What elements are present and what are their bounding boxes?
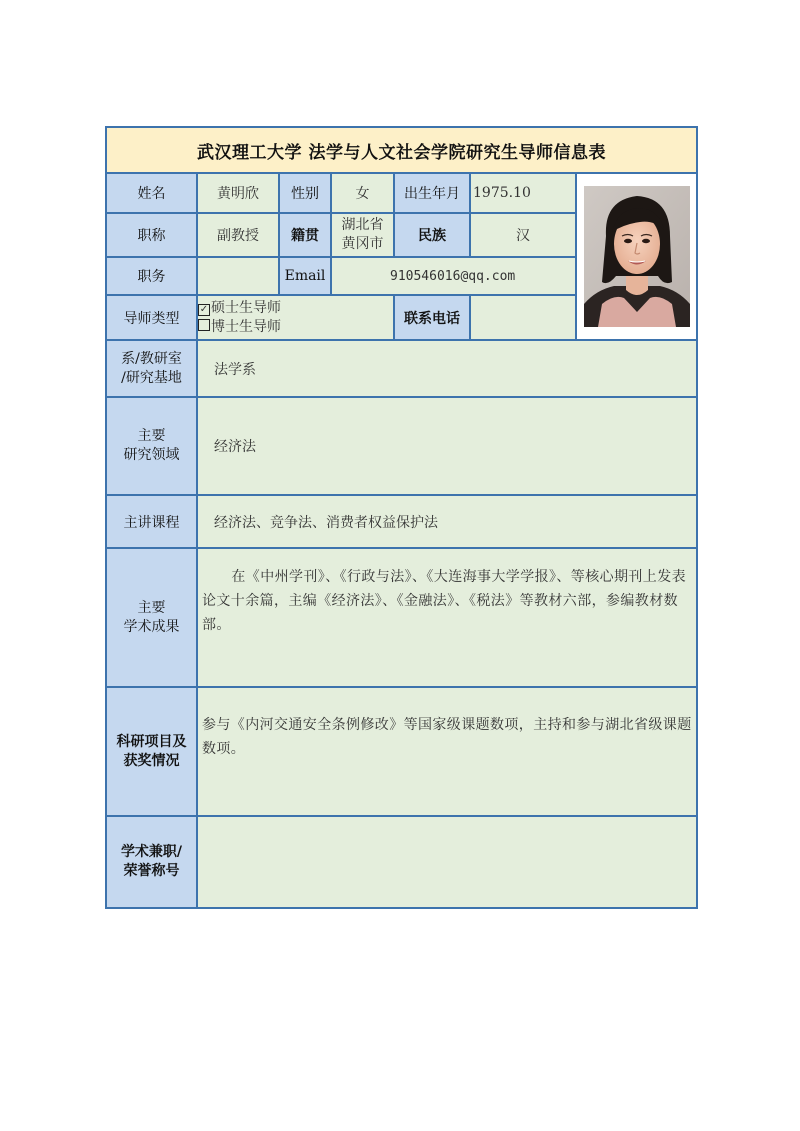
research-value: 经济法 [197, 397, 697, 495]
origin-label: 籍贯 [279, 213, 331, 257]
checkbox-empty-icon[interactable] [198, 319, 210, 331]
birth-value: 1975.10 [470, 173, 576, 213]
info-table [105, 126, 698, 909]
portrait-cell [576, 173, 697, 340]
page-title: 武汉理工大学 法学与人文社会学院研究生导师信息表 [106, 127, 697, 173]
email-value: 910546016@qq.com [331, 257, 576, 295]
courses-label: 主讲课程 [106, 495, 197, 548]
option-doctor-label: 博士生导师 [211, 318, 281, 335]
gender-label: 性别 [279, 173, 331, 213]
research-label [106, 397, 197, 495]
department-label-line-2: /研究基地 [121, 369, 182, 386]
ethnicity-label: 民族 [394, 213, 470, 257]
phone-label: 联系电话 [394, 295, 470, 340]
achievements-label-line-2: 学术成果 [123, 618, 180, 635]
projects-label [106, 687, 197, 816]
position-label: 职务 [106, 257, 197, 295]
name-value: 黄明欣 [197, 173, 279, 213]
supervisor-type-options [197, 295, 394, 340]
email-label: Email [279, 257, 331, 295]
honors-label [106, 816, 197, 908]
position-value [197, 257, 279, 295]
projects-value: 参与《内河交通安全条例修改》等国家级课题数项，主持和参与湖北省级课题数项。 [197, 687, 697, 816]
department-value: 法学系 [197, 340, 697, 397]
department-label [106, 340, 197, 397]
ethnicity-value: 汉 [470, 213, 576, 257]
honors-label-line-2: 荣誉称号 [123, 863, 180, 879]
research-label-line-2: 研究领域 [123, 447, 180, 463]
rank-label: 职称 [106, 213, 197, 257]
honors-label-line-1: 学术兼职/ [120, 844, 183, 860]
supervisor-type-label: 导师类型 [106, 295, 197, 340]
option-master-label: 硕士生导师 [211, 299, 281, 316]
checkbox-checked-icon[interactable]: ✓ [199, 303, 209, 315]
option-doctor[interactable] [198, 318, 393, 337]
origin-value [331, 213, 394, 257]
department-label-line-1: 系/教研室 [121, 350, 182, 367]
birth-label: 出生年月 [394, 173, 470, 213]
courses-value: 经济法、竞争法、消费者权益保护法 [197, 495, 697, 548]
name-label: 姓名 [106, 173, 197, 213]
origin-line-2: 黄冈市 [341, 236, 384, 252]
achievements-label [106, 548, 197, 687]
phone-value [470, 295, 576, 340]
option-master[interactable] [198, 299, 393, 318]
honors-value [197, 816, 697, 908]
portrait-photo [584, 186, 690, 327]
achievements-value: 在《中州学刊》、《行政与法》、《大连海事大学学报》、等核心期刊上发表论文十余篇，主编《经济法》、《金融法》、《税法》等教材六部，参编教材数部。 [197, 548, 697, 687]
achievements-label-line-1: 主要 [137, 599, 166, 616]
rank-value: 副教授 [197, 213, 279, 257]
origin-line-1: 湖北省 [341, 217, 384, 233]
research-label-line-1: 主要 [137, 428, 166, 444]
projects-label-line-1: 科研项目及 [116, 733, 187, 750]
projects-label-line-2: 获奖情况 [123, 752, 180, 769]
gender-value: 女 [331, 173, 394, 213]
